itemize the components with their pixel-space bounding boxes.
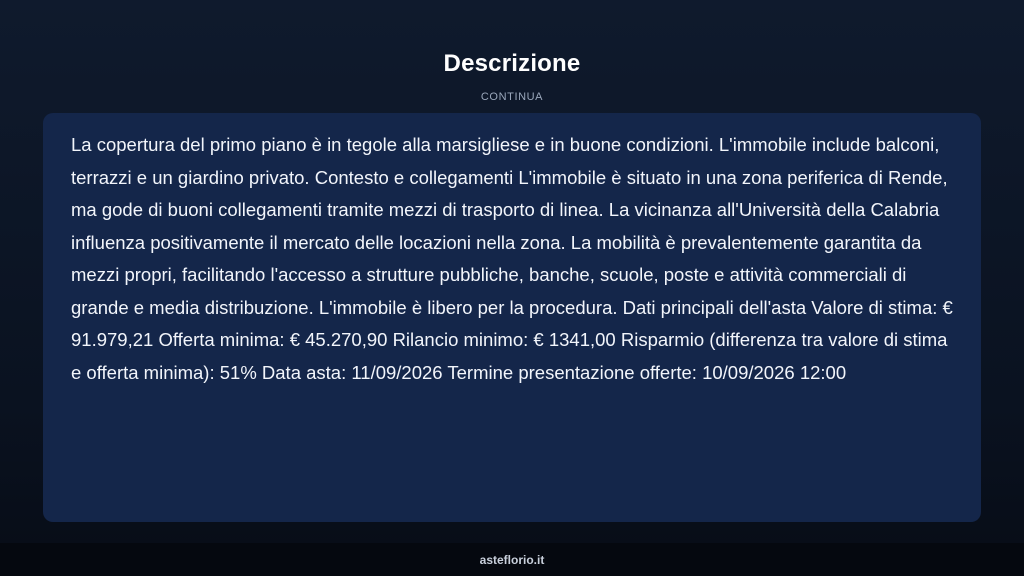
footer-bar bbox=[0, 543, 1024, 576]
continue-label: CONTINUA bbox=[480, 91, 544, 103]
description-text: La copertura del primo piano è in tegole alla marsigliese e in buone condizioni. L'immobile include balconi, terrazzi e un giardino privato. Contesto e collegamenti L'immobile è situato in una zona periferica di Rende, ma gode di buoni collegamenti tramite mezzi di trasporto di linea. La vicinanza all'Università della Calabria influenza positivamente il mercato delle locazioni nella zona. La mobilità è prevalentemente garantita da mezzi propri, facilitando l'accesso a strutture pubbliche, banche, scuole, poste e attività commerciali di grande e media distribuzione. L'immobile è libero per la procedura. Dati principali dell'asta Valore di stima: € 91.979,21 Offerta minima: € 45.270,90 Rilancio minimo: € 1341,00 Risparmio (differenza tra valore di stima e offerta minima): 51% Data asta: 11/09/2026 Termine presentazione offerte: 10/09/2026 12:00 bbox=[71, 134, 953, 383]
description-card bbox=[43, 113, 981, 522]
site-name: asteflorio.it bbox=[479, 552, 545, 567]
page-header bbox=[0, 48, 1024, 104]
page-title: Descrizione bbox=[443, 50, 581, 77]
